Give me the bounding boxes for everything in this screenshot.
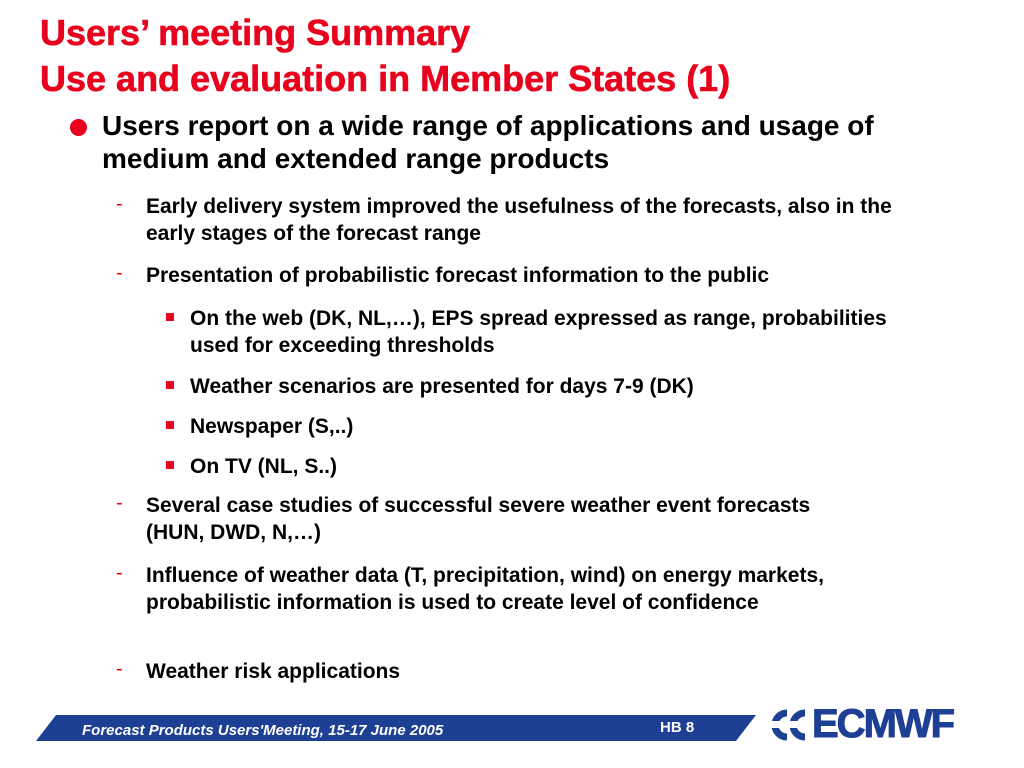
dash-bullet-icon: - — [116, 193, 123, 215]
dash-bullet-icon: - — [116, 658, 123, 680]
footer-page-number: HB 8 — [660, 719, 695, 736]
square-bullet-icon — [166, 381, 174, 389]
square-bullet-icon — [166, 421, 174, 429]
presentation-item-web: On the web (DK, NL,…), EPS spread expressed as range, probabilities used for exceeding thresholds — [190, 307, 887, 357]
presentation-item-scenarios: Weather scenarios are presented for days 7-9 (DK) — [190, 375, 694, 398]
sub-point-presentation: Presentation of probabilistic forecast information to the public — [146, 264, 770, 287]
square-bullet-icon — [166, 313, 174, 321]
title-line-1: Users’ meeting Summary — [40, 12, 471, 53]
sub-point-early-delivery: Early delivery system improved the usefulness of the forecasts, also in the early stages of the forecast range — [146, 195, 892, 245]
ecmwf-logo-text: ECMWF — [812, 702, 954, 746]
main-point: Users report on a wide range of applications and usage of medium and extended range products — [102, 110, 874, 174]
sub-point-energy-markets: Influence of weather data (T, precipitation, wind) on energy markets, probabilistic information is used to create level of confidence — [146, 564, 824, 614]
footer-meeting-text: Forecast Products Users'Meeting, 15-17 June 2005 — [82, 722, 444, 739]
presentation-item-tv: On TV (NL, S..) — [190, 455, 337, 478]
title-line-2: Use and evaluation in Member States (1) — [40, 58, 731, 99]
bullet-dot-icon — [70, 119, 87, 136]
sub-point-weather-risk: Weather risk applications — [146, 660, 401, 683]
dash-bullet-icon: - — [116, 562, 123, 584]
dash-bullet-icon: - — [116, 262, 123, 284]
square-bullet-icon — [166, 461, 174, 469]
sub-point-case-studies: Several case studies of successful severe weather event forecasts (HUN, DWD, N,…) — [146, 494, 811, 544]
slide-title — [40, 10, 730, 102]
dash-bullet-icon: - — [116, 492, 123, 514]
presentation-item-newspaper: Newspaper (S,..) — [190, 415, 354, 438]
